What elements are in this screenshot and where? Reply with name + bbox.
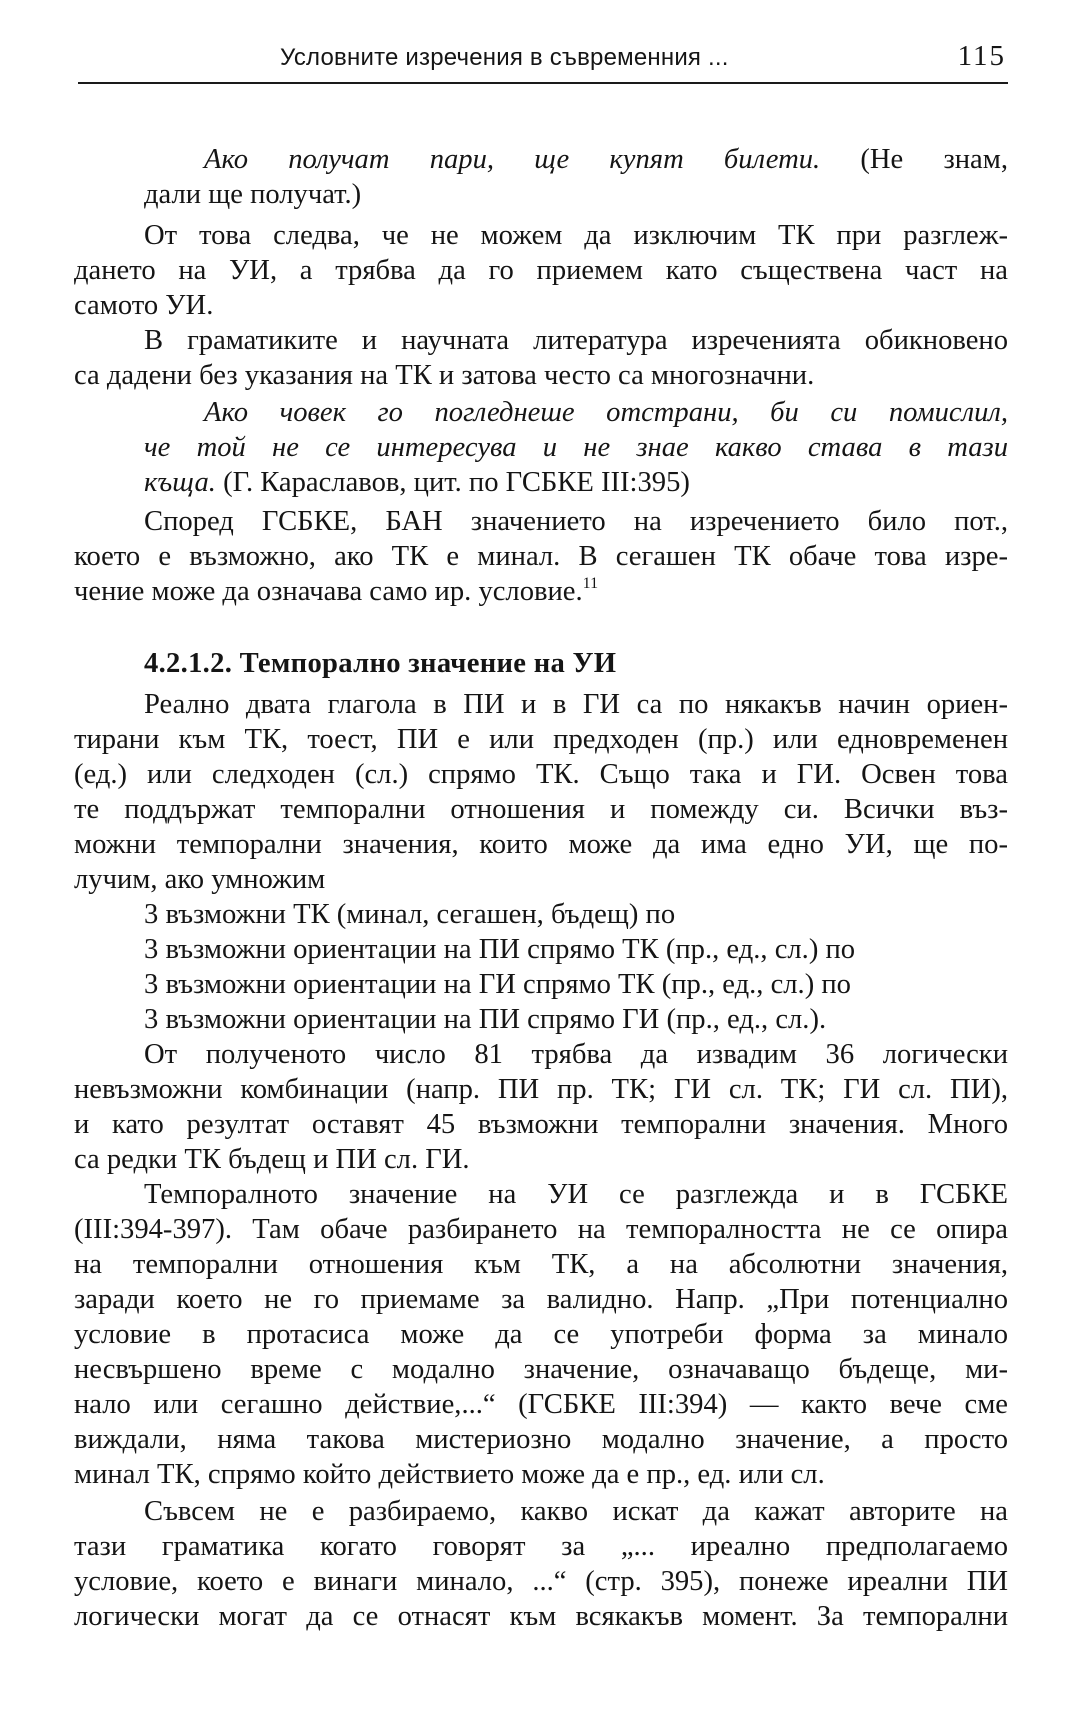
paragraph-5-line-3: и като резултат оставят 45 възможни темпорални значения. Много [74, 1109, 1008, 1140]
example-1-line-1 [204, 143, 1008, 177]
running-title: Условните изречения в съвременния ... [280, 44, 729, 71]
running-head [78, 38, 1008, 84]
list-item-4: 3 възможни ориентации на ПИ спрямо ГИ (пр., ед., сл.). [144, 1004, 827, 1035]
paragraph-5-line-1: От полученото число 81 трябва да извадим 36 логически [144, 1039, 1008, 1070]
paragraph-6-line-2: (III:394-397). Там обаче разбирането на темпоралността не се опира [74, 1214, 1008, 1245]
list-item-2: 3 възможни ориентации на ПИ спрямо ТК (пр., ед., сл.) по [144, 934, 856, 965]
paragraph-1-line-1: От това следва, че не можем да изключим ТК при разглеж- [144, 220, 1008, 251]
paragraph-5-line-2: невъзможни комбинации (напр. ПИ пр. ТК; ГИ сл. ТК; ГИ сл. ПИ), [74, 1074, 1008, 1105]
example-1-line-2: дали ще получат.) [144, 179, 362, 210]
paragraph-2-line-1: В граматиките и научната литература изреченията обикновено [144, 325, 1008, 356]
paragraph-3-line-3 [74, 575, 1008, 609]
paragraph-4-line-2: тирани към ТК, тоест, ПИ е или предходен (пр.) или едновременен [74, 724, 1008, 755]
example-2-citation: (Г. Караславов, цит. по ГСБКЕ III:395) [215, 467, 690, 498]
example-2-italic: къща. [144, 467, 216, 498]
paragraph-4-line-4: те поддържат темпорални отношения и помежду си. Всички въз- [74, 794, 1008, 825]
paragraph-5-line-4: са редки ТК бъдещ и ПИ сл. ГИ. [74, 1144, 470, 1175]
paragraph-4-line-1: Реално двата глагола в ПИ и в ГИ са по някакъв начин ориен- [144, 689, 1008, 720]
example-2-line-2: че той не се интересува и не знае какво става в тази [144, 432, 1008, 463]
paragraph-7-line-3: условие, което е винаги минало, ...“ (стр. 395), понеже иреални ПИ [74, 1566, 1008, 1597]
paragraph-7-line-4: логически могат да се отнасят към всякакъв момент. За темпорални [74, 1601, 1008, 1632]
paragraph-6-line-8: виждали, няма такова мистериозно модално значение, а просто [74, 1424, 1008, 1455]
paragraph-6-line-1: Темпоралното значение на УИ се разглежда и в ГСБКЕ [144, 1179, 1008, 1210]
example-2-line-1: Ако човек го погледнеше отстрани, би си помислил, [204, 397, 1008, 428]
paragraph-6-line-3: на темпорални отношения към ТК, а на абсолютни значения, [74, 1249, 1008, 1280]
footnote-marker: 11 [582, 575, 599, 592]
paragraph-4-line-3: (ед.) или следходен (сл.) спрямо ТК. Също така и ГИ. Освен това [74, 759, 1008, 790]
example-2-line-3 [144, 466, 1008, 500]
paragraph-3-line-1: Според ГСБКЕ, БАН значението на изречението било пот., [144, 506, 1008, 537]
page-number: 115 [957, 40, 1006, 72]
section-heading: 4.2.1.2. Темпорално значение на УИ [144, 648, 617, 679]
paragraph-2-line-2: са дадени без указания на ТК и затова често са многозначни. [74, 360, 815, 391]
paragraph-6-line-6: несвършено време с модално значение, означаващо бъдеще, ми- [74, 1354, 1008, 1385]
paragraph-7-line-1: Съвсем не е разбираемо, какво искат да кажат авторите на [144, 1496, 1008, 1527]
paragraph-3-line-3-text: чение може да означава само ир. условие. [74, 576, 583, 607]
paragraph-4-line-6: лучим, ако умножим [74, 864, 326, 895]
paragraph-7-line-2: тази граматика когато говорят за „... иреално предполагаемо [74, 1531, 1008, 1562]
paragraph-6-line-9: минал ТК, спрямо който действието може да е пр., ед. или сл. [74, 1459, 825, 1490]
list-item-3: 3 възможни ориентации на ГИ спрямо ТК (пр., ед., сл.) по [144, 969, 851, 1000]
paragraph-6-line-5: условие в протасиса може да се употреби форма за минало [74, 1319, 1008, 1350]
paragraph-6-line-7: нало или сегашно действие,...“ (ГСБКЕ III:394) — както вече сме [74, 1389, 1008, 1420]
paragraph-4-line-5: можни темпорални значения, които може да има едно УИ, ще по- [74, 829, 1008, 860]
list-item-1: 3 възможни ТК (минал, сегашен, бъдещ) по [144, 899, 676, 930]
paragraph-3-line-2: което е възможно, ако ТК е минал. В сегашен ТК обаче това изре- [74, 541, 1008, 572]
paragraph-6-line-4: заради което не го приемаме за валидно. Напр. „При потенциално [74, 1284, 1008, 1315]
example-1-rest: (Не знам, [820, 144, 1008, 175]
example-1-italic: Ако получат пари, ще купят билети. [204, 144, 821, 175]
paragraph-1-line-2: дането на УИ, а трябва да го приемем като съществена част на [74, 255, 1008, 286]
paragraph-1-line-3: самото УИ. [74, 290, 214, 321]
